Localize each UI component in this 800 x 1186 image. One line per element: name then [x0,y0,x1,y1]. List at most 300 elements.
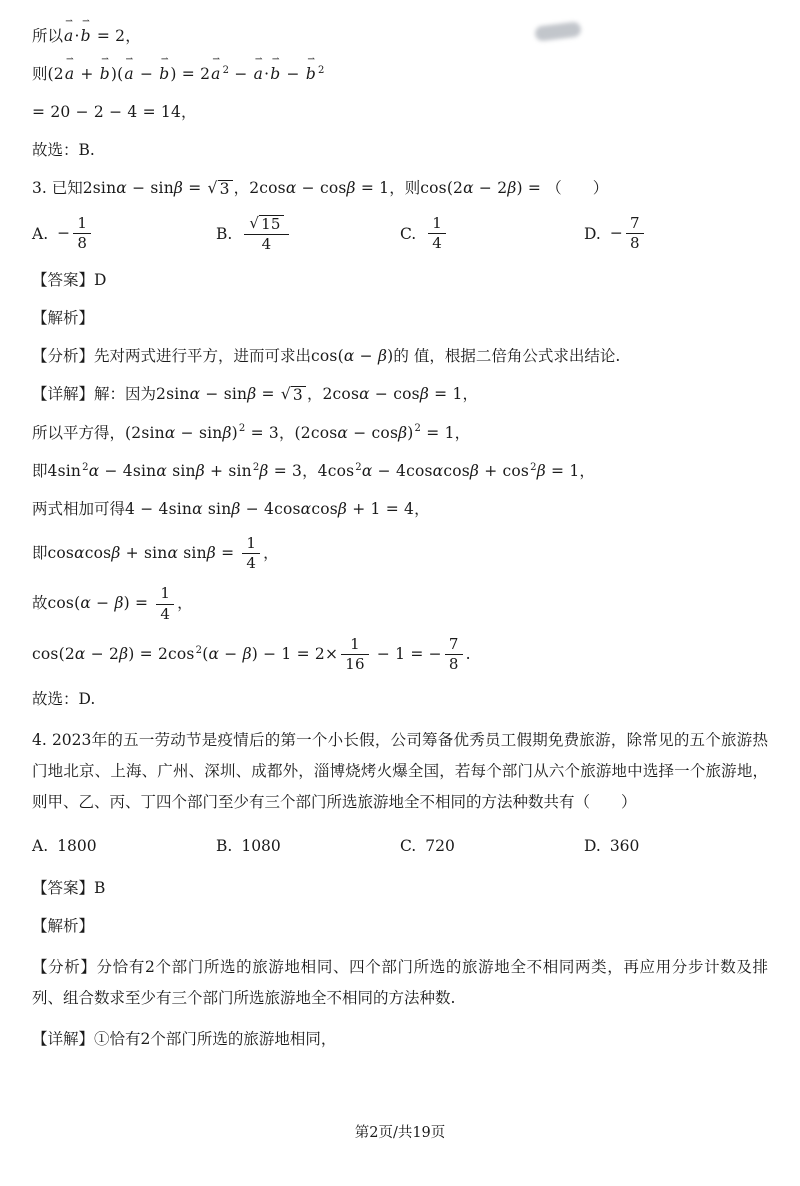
math-fraction [73,215,91,253]
math-function: sin [172,461,196,480]
math-vector [64,16,74,49]
text-run: ， [454,423,471,442]
math-expression [156,385,307,403]
math-expression [48,462,303,480]
fraction-numerator [244,215,288,235]
math-token: = 3 [268,461,303,480]
math-token: = [215,543,240,562]
text-run: ， [263,543,279,562]
vector-arrow-icon: ⇀ [66,54,75,66]
q3-detail-7 [32,636,768,674]
q3-stem [32,176,768,201]
math-token: = 20 − 2 − 4 = 14 [32,103,182,122]
math-token: β [231,499,241,518]
math-function: sin [132,461,157,480]
q3-options [32,215,768,254]
math-token: β [195,461,205,480]
math-token: − [348,423,372,442]
math-token: α [208,644,220,663]
math-function: cos [406,461,433,480]
math-token: − 1 = − [371,644,442,663]
option-a [32,831,216,861]
math-vector [99,54,110,87]
math-expression [63,16,126,45]
math-token: β [377,347,388,366]
text-run: 则 [32,65,48,84]
text-run: ， [306,385,323,404]
math-vector [159,54,170,87]
text-run: 即 [32,543,48,562]
q3-detail-6 [32,585,768,623]
math-function: sin [166,385,190,404]
text-run: 即 [32,461,48,480]
math-token: − 2 [85,644,120,663]
math-function: sin [168,499,193,518]
math-token: ( [337,347,344,366]
text-run: ， [181,103,197,122]
math-token: − [229,65,253,84]
q3-detail-1 [32,382,768,407]
text-run: 【答案】D [32,271,107,290]
math-function: cos [84,543,112,562]
fraction-numerator [445,636,463,655]
math-token: = 2 [91,27,126,45]
math-token: 1 [350,635,360,653]
math-token: + 1 = 4 [347,499,415,518]
text-run: 1080 [241,836,281,855]
math-expression [32,103,181,121]
math-token: ) [231,423,238,442]
math-function: cos [311,347,338,366]
vector-base: b [99,65,110,84]
option-value [241,837,280,855]
math-function: cos [311,499,338,518]
math-expression [322,385,462,403]
math-token: − [281,65,305,84]
math-token: 1 [77,214,88,233]
option-value [57,215,94,253]
math-token: ) [387,347,394,366]
text-run: 所以 [32,27,64,45]
math-expression [83,179,234,197]
page-footer [0,1121,800,1142]
math-function: sin [198,423,223,442]
superscript [318,65,325,76]
text-run: 360 [609,836,640,855]
text-run: 的 值，根据二倍角公式求出结论. [393,347,621,366]
math-token: α [432,461,444,480]
math-token: 4 [432,234,442,253]
math-token: 2 [355,461,362,473]
math-token: = 1 [355,179,390,198]
math-expression [32,635,466,674]
math-token: 1 [246,533,257,552]
fraction-denominator [341,655,369,673]
fraction-denominator [242,554,260,572]
math-token: 8 [77,234,88,253]
math-fraction [156,585,174,623]
math-expression [249,179,389,197]
q4-analysis-header [32,914,768,939]
option-value [425,837,455,855]
text-run: 【详解】解：因为 [32,385,157,404]
math-token: 2 [222,64,230,76]
math-function: cos [332,385,360,404]
math-token: α [361,461,373,480]
fraction-denominator [626,234,644,252]
text-run: ， [579,461,595,480]
math-fraction [626,215,644,253]
superscript [530,462,537,473]
math-token: α [116,179,127,198]
vector-base: a [64,65,75,84]
q2-line-dot-product [32,16,768,49]
option-value [610,837,640,855]
math-token: + [75,65,99,84]
math-token: − [219,644,243,663]
math-token: β [469,461,480,480]
math-expression [57,214,94,253]
text-run: 3. 已知 [32,179,83,198]
q2-conclusion [32,138,768,163]
math-token: 2 [530,461,537,473]
text-run: 所以平方得， [32,423,126,442]
vector-arrow-icon: ⇀ [271,54,280,66]
math-token: β [111,543,121,562]
math-token: ) − 1 = 2× [251,644,339,663]
math-token: − [91,594,115,613]
math-token: β [337,499,348,518]
vector-base: b [159,65,170,84]
math-token: α [192,499,203,518]
math-token: − [57,223,71,242]
math-token: 2 [317,64,325,76]
math-token: α [80,594,92,613]
option-c [400,215,584,253]
vector-base: a [211,65,221,84]
math-token: ) = [516,179,547,198]
math-token: · [74,27,80,45]
option-value [610,215,647,253]
math-token: β [173,179,184,198]
math-token: 2 [252,461,260,473]
math-function: cos [371,423,399,442]
text-run: 1800 [57,836,97,855]
math-token: (2 [47,65,64,84]
page-number-text: 第2页/共19页 [354,1125,446,1141]
math-token: β [536,461,546,480]
math-token: α [74,644,86,663]
math-expression [125,424,279,442]
math-expression [125,500,414,518]
fraction-numerator [242,535,260,554]
text-run: （ ） [546,179,609,198]
fraction-numerator [626,215,644,234]
q2-line-expansion [32,54,768,87]
document-content [32,16,768,1052]
option-d [584,215,768,253]
math-function: cos [259,179,286,198]
math-expression [311,347,393,365]
math-token: β [398,423,408,442]
vector-arrow-icon: ⇀ [125,54,134,66]
math-token: α [337,423,349,442]
math-token: α [164,423,176,442]
option-label: B. [216,224,233,243]
fraction-numerator [341,636,369,655]
math-token: 8 [630,234,640,253]
math-expression [425,214,449,253]
text-run: 【分析】先对两式进行平方，进而可求出 [32,347,312,366]
vector-arrow-icon: ⇀ [212,54,221,66]
radical-sign-icon: √ [249,213,260,232]
math-function: sin [92,179,117,198]
math-token: 4 [246,554,257,573]
text-run: ， [302,461,318,480]
math-token: − [126,179,151,198]
math-token: (2 [125,423,142,442]
math-token: α [88,461,100,480]
math-fraction [242,535,260,573]
text-run: ， [233,179,250,198]
math-token: 7 [448,635,459,653]
text-run: 【详解】①恰有2个部门所选的旅游地相同， [32,1029,337,1048]
math-fraction [244,215,288,254]
superscript [82,462,89,473]
option-label: A. [32,836,49,855]
q4-analysis [32,952,768,1014]
math-sqrt [208,180,233,199]
math-token: − 2 [473,179,508,198]
fraction-denominator [244,235,288,253]
q3-answer [32,268,768,293]
math-token: 4 [317,461,328,480]
math-expression [295,424,455,442]
math-token: (2 [446,179,464,198]
fraction-denominator [73,234,91,252]
q3-analysis-header [32,306,768,331]
text-run: 【答案】B [32,878,106,897]
math-token: 2 [82,461,89,473]
math-expression [47,533,264,573]
option-label: D. [584,836,601,855]
option-value [425,215,449,253]
q4-detail-1 [32,1027,768,1052]
math-function: sin [228,461,252,480]
vector-base: b [270,65,281,84]
option-label: C. [400,836,417,855]
radicand [291,386,306,405]
math-token: α [167,543,179,562]
math-vector [80,16,91,49]
vector-arrow-icon: ⇀ [101,54,110,66]
math-vector [211,54,221,87]
math-token: α [343,347,355,366]
radicand [259,215,284,233]
math-sqrt [281,386,306,405]
math-token: 1 [160,584,171,603]
math-token: − 4 [240,499,275,518]
vector-arrow-icon: ⇀ [82,16,91,28]
math-function: sin [143,543,168,562]
math-token: α [189,385,201,404]
math-token: − 4 [372,461,407,480]
math-token: 1 [432,214,442,233]
math-token: ) = 2 [170,65,211,84]
math-function: sin [207,499,232,518]
math-token: = 1 [421,423,455,442]
text-run: 720 [425,836,455,855]
radicand [218,180,233,199]
math-token: − [134,65,159,84]
option-c [400,831,584,861]
option-label: D. [584,224,601,243]
math-token: − 4 [99,461,133,480]
fraction-numerator [428,215,446,234]
math-function: sin [57,461,82,480]
q3-detail-3 [32,459,768,484]
math-token: 4 [47,461,58,480]
option-b [216,215,400,254]
q4-options [32,831,768,861]
math-function: cos [393,385,420,404]
math-token: ) [407,423,414,442]
math-token: ( [74,594,81,613]
math-token: ) = 2 [128,644,168,663]
math-function: sin [223,385,248,404]
math-token: β [242,644,252,663]
fraction-numerator [73,215,91,234]
vector-arrow-icon: ⇀ [65,16,74,28]
math-token: α [285,179,297,198]
q4-stem [32,725,768,818]
option-label: B. [216,836,233,855]
math-token: β [259,461,269,480]
math-token: α [74,543,85,562]
vector-base: a [253,65,264,84]
vector-arrow-icon: ⇀ [307,54,316,66]
math-token: 7 [630,214,640,233]
math-function: cos [319,179,347,198]
math-token: + [204,461,229,480]
math-function: cos [420,179,447,198]
text-run: 故选：D. [32,689,96,708]
text-run: 【分析】分恰有2个部门所选的旅游地相同、四个部门所选的旅游地全不相同两类，再应用分步计数及排列、组合数求至少有三个部门所选旅游地全不相同的方法种数. [32,957,768,1007]
option-label: C. [400,224,417,243]
math-vector [305,54,316,87]
q3-detail-4 [32,497,768,522]
math-function: sin [141,423,165,442]
math-token: (2 [58,644,75,663]
fraction-denominator [156,605,174,623]
math-token: 15 [261,214,281,233]
math-token: 2 [195,644,203,656]
math-fraction [428,215,446,253]
text-run: ， [462,385,479,404]
q2-line-result [32,100,768,125]
math-function: sin [183,543,207,562]
math-token: 4 − 4 [125,499,169,518]
math-token: − [609,223,623,242]
math-token: 2 [322,385,333,404]
vector-base: b [305,65,316,84]
math-token: 2 [414,423,422,435]
math-token: β [206,543,216,562]
math-token: − [369,385,394,404]
math-token: β [346,179,356,198]
text-run: ， [414,499,430,518]
math-token: )( [110,65,124,84]
superscript [355,462,362,473]
option-value [241,215,291,254]
fraction-numerator [156,585,174,604]
text-run: 两式相加可得 [32,499,126,518]
math-token: ) = [123,594,154,613]
vector-base: a [124,65,134,84]
fraction-denominator [445,655,463,673]
math-expression [47,584,178,623]
math-token: 2 [82,179,93,198]
math-token: β [507,179,517,198]
option-a [32,215,216,253]
math-function: cos [32,644,59,663]
math-token: β [222,423,232,442]
option-d [584,831,768,861]
fraction-denominator [428,234,446,252]
math-function: cos [443,461,470,480]
math-function: cos [327,461,355,480]
math-expression [420,179,546,197]
text-run: ， [177,594,193,613]
math-expression [318,462,580,480]
math-token: · [264,65,270,84]
math-token: (2 [294,423,311,442]
math-token: = 1 [429,385,463,404]
math-token: = [256,385,280,404]
radical-sign-icon: √ [207,179,218,198]
math-function: cos [47,594,75,613]
math-expression [241,213,291,253]
vector-arrow-icon: ⇀ [254,54,263,66]
radical-sign-icon: √ [280,385,291,404]
math-fraction [341,636,369,674]
math-sqrt [249,215,283,233]
math-function: cos [47,543,75,562]
math-token: + [479,461,503,480]
math-vector [124,54,134,87]
math-token: ( [202,644,209,663]
math-token: + [120,543,144,562]
math-token: β [119,644,129,663]
vector-arrow-icon: ⇀ [160,54,169,66]
math-vector [253,54,264,87]
math-token: = [183,179,207,198]
q4-answer [32,876,768,901]
text-run: 4. 2023年的五一劳动节是疫情后的第一个小长假，公司筹备优秀员工假期免费旅游，除常见的五个旅游热门地北京、上海、广州、深圳、成都外，淄博烧烤火爆全国，若每个部门从六个旅游地中选择一个旅游地，则甲、乙、丙、丁四个部门至少有三个部门所选旅游地全不相同的方法种数共有（ ） [32,730,768,811]
math-token: 16 [345,655,365,674]
math-token: 4 [160,604,171,623]
text-run: . [465,644,471,663]
math-token: 3 [292,386,303,405]
option-b [216,831,400,861]
q3-conclusion [32,687,768,712]
math-vector [64,54,75,87]
text-run: ，则 [389,179,421,198]
math-token: β [114,594,124,613]
math-token: 2 [156,385,167,404]
math-token: 3 [219,180,230,199]
q3-analysis [32,344,768,369]
